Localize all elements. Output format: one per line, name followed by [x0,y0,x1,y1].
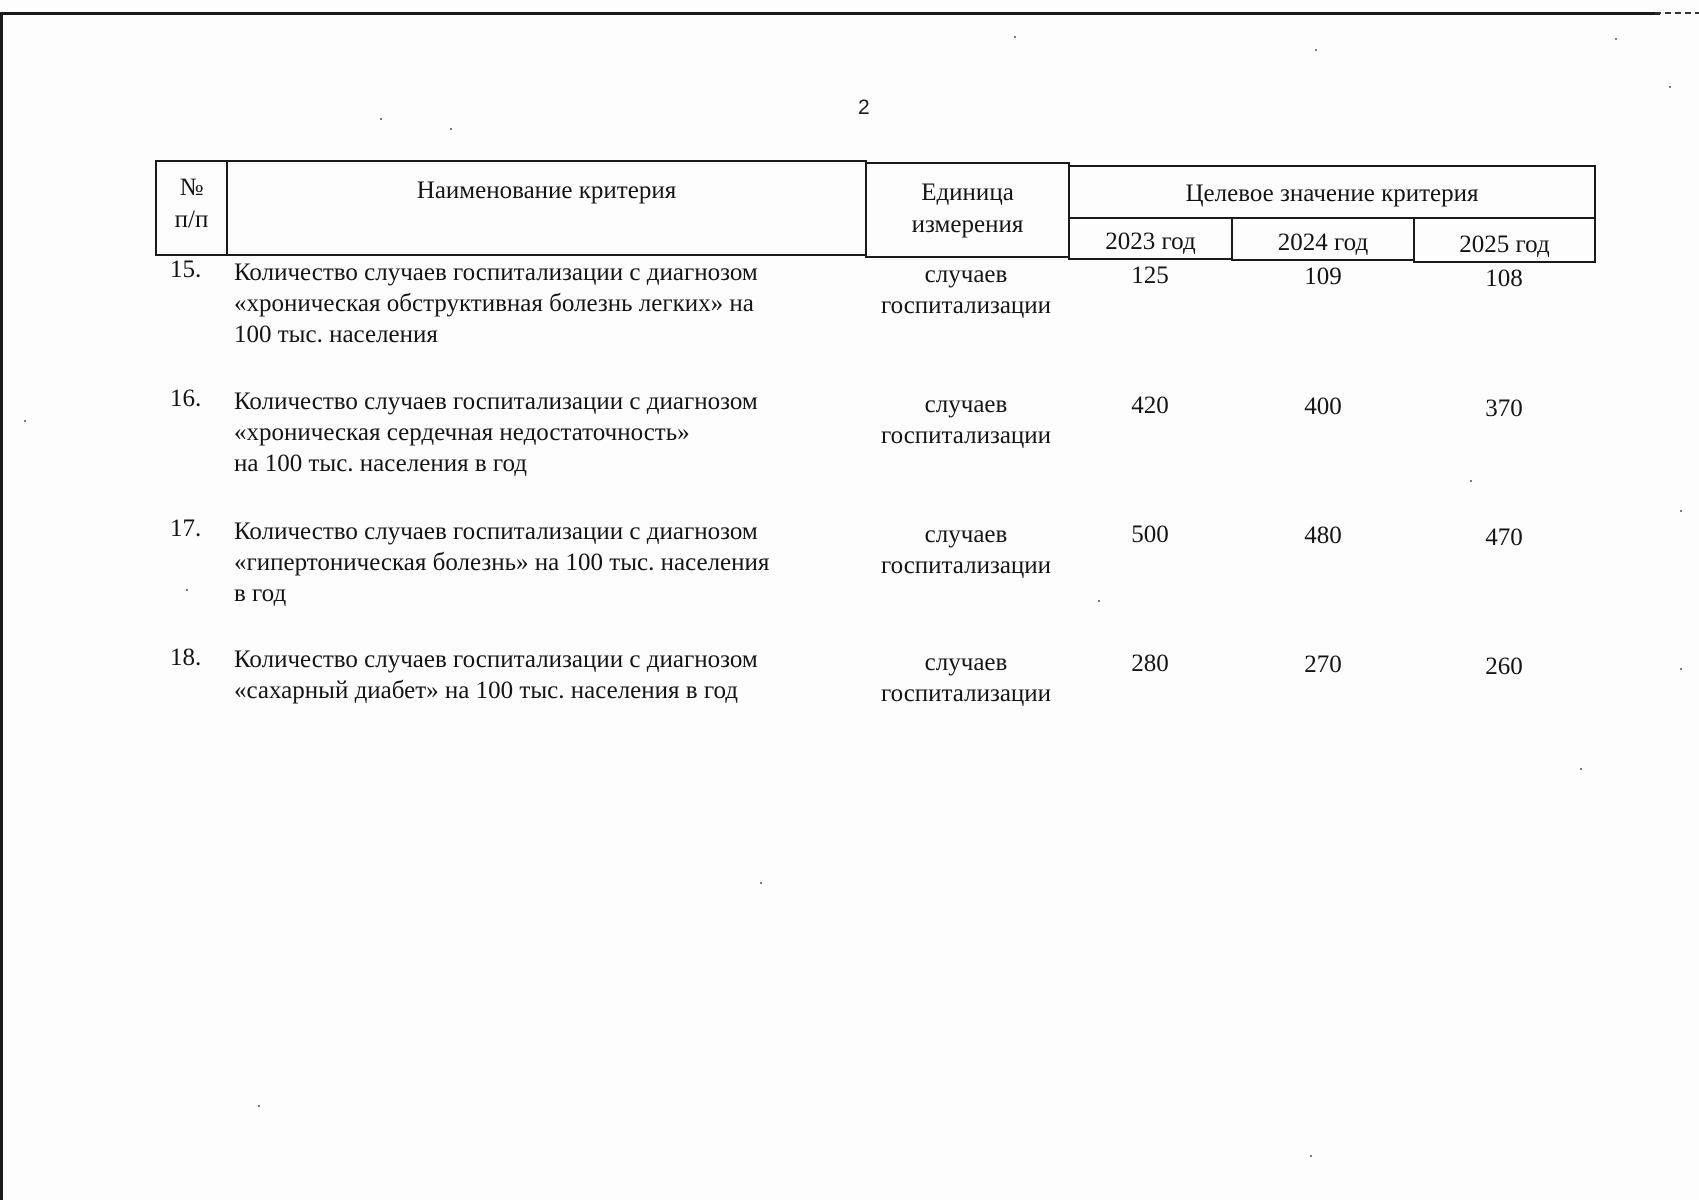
scan-speck [1310,1155,1312,1157]
row-15-name-line-2: «хроническая обструктивная болезнь легких» на [234,290,754,317]
scan-speck [380,118,382,120]
row-16-value-2024: 400 [1304,393,1342,420]
header-year-2023-cell [1068,217,1233,260]
scan-edge-fragment [1655,12,1699,14]
row-17-value-2025: 470 [1485,524,1523,551]
row-16-value-2025: 370 [1485,395,1523,422]
row-18-name [234,644,844,706]
scan-speck [1098,600,1100,602]
header-num-line-2: п/п [174,206,209,233]
row-16-value-2023: 420 [1131,392,1169,419]
row-17-unit-line-1: случаев [924,521,1008,548]
row-15-value-2024: 109 [1304,263,1342,290]
scan-speck [1615,38,1617,40]
row-18-value-2023: 280 [1131,650,1169,677]
row-17-name-line-3: в год [234,580,287,607]
row-18-name-line-1: Количество случаев госпитализации с диагнозом [234,646,758,673]
scan-speck [1669,86,1671,88]
scan-speck [258,1105,260,1107]
row-17-name-line-2: «гипертоническая болезнь» на 100 тыс. населения [234,549,770,576]
scan-speck [760,882,762,884]
scan-speck [186,589,188,591]
scan-speck [1470,480,1472,482]
scan-speck [1680,510,1682,512]
row-15-name [234,257,844,350]
row-15-unit-line-1: случаев [924,261,1008,288]
row-18-unit [864,647,1068,709]
scan-speck [450,128,452,130]
row-17-name [234,516,844,609]
scan-edge-left [0,12,3,1200]
header-year-2025-cell [1413,217,1596,263]
row-15-value-2023: 125 [1131,262,1169,289]
row-16-number: 16. [170,385,202,412]
scan-speck [1014,36,1016,38]
row-16-name-line-2: «хроническая сердечная недостаточность» [234,419,690,446]
header-num-line-1: № [179,174,204,201]
row-18-number: 18. [170,644,202,671]
row-16-name-line-1: Количество случаев госпитализации с диагнозом [234,388,758,415]
row-15-unit-line-2: госпитализации [880,292,1052,319]
header-unit-line-2: измерения [911,211,1024,238]
header-unit-cell [865,162,1070,258]
row-16-unit [864,389,1068,451]
header-name: Наименование критерия [416,177,677,204]
header-name-cell [226,160,867,256]
scan-speck [1580,768,1582,770]
row-18-name-line-2: «сахарный диабет» на 100 тыс. населения в год [234,677,738,704]
page-number: 2 [858,96,870,119]
row-16-unit-line-2: госпитализации [880,422,1052,449]
row-17-value-2024: 480 [1304,522,1342,549]
row-16-name-line-3: на 100 тыс. населения в год [234,450,528,477]
row-16-unit-line-1: случаев [924,391,1008,418]
row-18-value-2025: 260 [1485,653,1523,680]
row-17-name-line-1: Количество случаев госпитализации с диагнозом [234,518,758,545]
scan-edge-top [0,12,1660,15]
row-17-unit [864,519,1068,581]
header-unit-line-1: Единица [921,179,1014,206]
scan-speck [1680,668,1682,670]
header-year-2023: 2023 год [1105,228,1196,255]
header-year-2024-cell [1231,217,1415,261]
row-17-value-2023: 500 [1131,521,1169,548]
row-15-number: 15. [170,256,202,283]
header-num-cell [155,160,228,256]
header-target: Целевое значение критерия [1185,180,1479,207]
row-17-unit-line-2: госпитализации [880,552,1052,579]
row-15-value-2025: 108 [1485,265,1523,292]
row-18-unit-line-1: случаев [924,649,1008,676]
row-18-value-2024: 270 [1304,651,1342,678]
scan-speck [1315,49,1317,51]
row-15-name-line-1: Количество случаев госпитализации с диагнозом [234,259,758,286]
row-17-number: 17. [170,515,202,542]
header-target-cell [1068,165,1596,219]
row-18-unit-line-2: госпитализации [880,680,1052,707]
header-year-2025: 2025 год [1459,231,1550,258]
row-15-unit [864,259,1068,321]
header-year-2024: 2024 год [1277,229,1369,256]
scan-speck [24,420,26,422]
row-15-name-line-3: 100 тыс. населения [234,321,438,348]
row-16-name [234,386,844,479]
